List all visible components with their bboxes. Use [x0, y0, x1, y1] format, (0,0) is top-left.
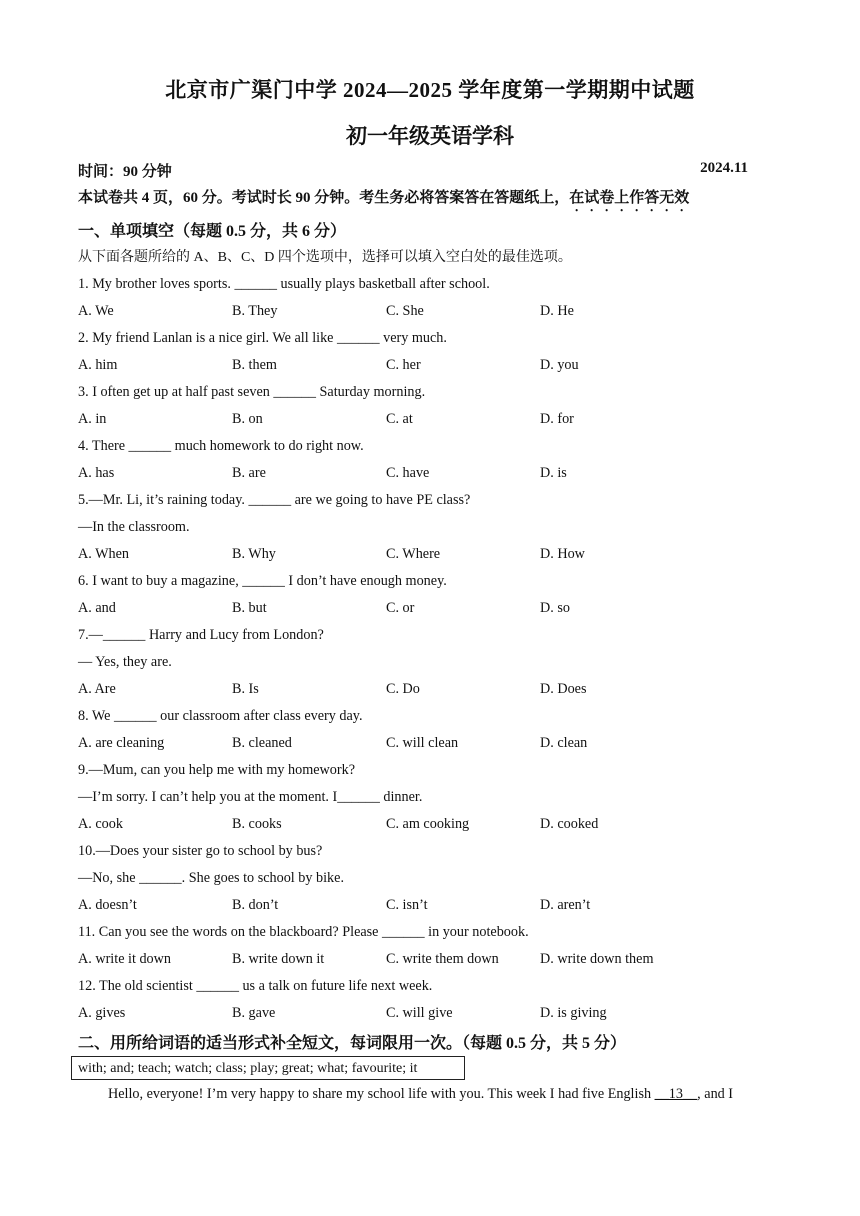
answer-option: A. cook — [78, 816, 123, 832]
question-dialogue-line: —I’m sorry. I can’t help you at the moment. I______ dinner. — [78, 789, 423, 805]
time-row — [78, 160, 748, 181]
question-list — [78, 273, 798, 1029]
question-item — [78, 570, 798, 624]
answer-option: C. will clean — [386, 735, 459, 751]
answer-option: C. or — [386, 600, 415, 616]
answer-option: A. are cleaning — [78, 735, 165, 751]
question-stem: 5.—Mr. Li, it’s raining today. ______ are we going to have PE class? — [78, 492, 471, 508]
question-stem: 3. I often get up at half past seven ______ Saturday morning. — [78, 384, 426, 400]
question-stem: 9.—Mum, can you help me with my homework? — [78, 762, 356, 778]
option-row — [78, 948, 798, 975]
question-stem: 11. Can you see the words on the blackboard? Please ______ in your notebook. — [78, 924, 529, 940]
option-row — [78, 597, 798, 624]
answer-option: D. so — [540, 600, 570, 616]
question-item — [78, 840, 798, 921]
question-item — [78, 273, 798, 327]
section2-heading: 二、用所给词语的适当形式补全短文，每词限用一次。（每题 0.5 分，共 5 分） — [78, 1035, 627, 1052]
answer-option: A. gives — [78, 1005, 126, 1021]
question-stem: 1. My brother loves sports. ______ usually plays basketball after school. — [78, 276, 490, 292]
answer-option: B. They — [232, 303, 278, 319]
question-item — [78, 489, 798, 570]
answer-option: D. How — [540, 546, 585, 562]
answer-option: B. them — [232, 357, 277, 373]
option-row — [78, 894, 798, 921]
question-stem: 2. My friend Lanlan is a nice girl. We all like ______ very much. — [78, 330, 447, 346]
answer-option: D. He — [540, 303, 574, 319]
question-dialogue-line: — Yes, they are. — [78, 654, 172, 670]
answer-option: A. doesn’t — [78, 897, 137, 913]
answer-option: B. don’t — [232, 897, 279, 913]
question-item — [78, 624, 798, 705]
answer-option: D. is — [540, 465, 567, 481]
option-row — [78, 408, 798, 435]
answer-option: C. write them down — [386, 951, 499, 967]
notice-text: 本试卷共 4 页，60 分。考试时长 90 分钟。考生务必将答案答在答题纸上， — [78, 190, 570, 206]
answer-option: D. aren’t — [540, 897, 591, 913]
answer-option: B. Why — [232, 546, 276, 562]
exam-subtitle: 初一年级英语学科 — [346, 124, 514, 148]
answer-option: A. him — [78, 357, 118, 373]
answer-option: D. is giving — [540, 1005, 607, 1021]
option-row — [78, 732, 798, 759]
answer-option: B. write down it — [232, 951, 325, 967]
answer-option: C. Where — [386, 546, 441, 562]
answer-option: D. Does — [540, 681, 587, 697]
answer-option: D. clean — [540, 735, 588, 751]
answer-option: B. on — [232, 411, 263, 427]
word-box: with; and; teach; watch; class; play; great; what; favourite; it — [71, 1056, 465, 1080]
answer-option: C. She — [386, 303, 424, 319]
answer-option: D. write down them — [540, 951, 654, 967]
answer-option: C. have — [386, 465, 430, 481]
answer-option: A. Are — [78, 681, 116, 697]
section1-instruction: 从下面各题所给的 A、B、C、D 四个选项中，选择可以填入空白处的最佳选项。 — [78, 250, 572, 265]
answer-option: A. in — [78, 411, 107, 427]
answer-option: C. isn’t — [386, 897, 428, 913]
question-item — [78, 381, 798, 435]
option-row — [78, 1002, 798, 1029]
exam-title: 北京市广渠门中学 2024—2025 学年度第一学期期中试题 — [165, 78, 695, 102]
option-row — [78, 813, 798, 840]
question-stem: 4. There ______ much homework to do right now. — [78, 438, 364, 454]
option-row — [78, 300, 798, 327]
answer-option: D. you — [540, 357, 579, 373]
question-stem: 7.—______ Harry and Lucy from London? — [78, 627, 324, 643]
answer-option: C. am cooking — [386, 816, 470, 832]
question-item — [78, 759, 798, 840]
question-dialogue-line: —In the classroom. — [78, 519, 190, 535]
answer-option: B. cooks — [232, 816, 282, 832]
question-item — [78, 435, 798, 489]
exam-duration: 时间：90 分钟 — [78, 164, 172, 180]
notice-emphasis: 在试卷上作答无效 — [569, 190, 690, 206]
section1-heading: 一、单项填空（每题 0.5 分，共 6 分） — [78, 223, 347, 240]
question-stem: 8. We ______ our classroom after class every day. — [78, 708, 363, 724]
answer-option: B. cleaned — [232, 735, 292, 751]
answer-option: C. at — [386, 411, 413, 427]
passage-text-start: Hello, everyone! I’m very happy to share my school life with you. This week I had five English — [108, 1086, 655, 1102]
question-item — [78, 705, 798, 759]
passage-first-line — [108, 1086, 733, 1103]
passage-text-end: , and I — [697, 1086, 734, 1102]
question-item — [78, 921, 798, 975]
answer-option: D. for — [540, 411, 574, 427]
answer-option: A. write it down — [78, 951, 171, 967]
exam-notice — [78, 186, 689, 215]
answer-option: C. Do — [386, 681, 420, 697]
option-row — [78, 462, 798, 489]
question-stem: 12. The old scientist ______ us a talk on future life next week. — [78, 978, 433, 994]
question-item — [78, 327, 798, 381]
blank-13: __13__ — [654, 1086, 698, 1102]
option-row — [78, 678, 798, 705]
answer-option: A. and — [78, 600, 116, 616]
answer-option: B. but — [232, 600, 267, 616]
answer-option: B. gave — [232, 1005, 276, 1021]
exam-date: 2024.11 — [700, 160, 748, 176]
answer-option: A. When — [78, 546, 129, 562]
answer-option: C. her — [386, 357, 421, 373]
question-stem: 10.—Does your sister go to school by bus? — [78, 843, 323, 859]
answer-option: C. will give — [386, 1005, 453, 1021]
answer-option: A. We — [78, 303, 114, 319]
option-row — [78, 543, 798, 570]
answer-option: B. Is — [232, 681, 259, 697]
answer-option: D. cooked — [540, 816, 599, 832]
answer-option: A. has — [78, 465, 115, 481]
question-stem: 6. I want to buy a magazine, ______ I don’t have enough money. — [78, 573, 447, 589]
answer-option: B. are — [232, 465, 266, 481]
option-row — [78, 354, 798, 381]
question-item — [78, 975, 798, 1029]
question-dialogue-line: —No, she ______. She goes to school by bike. — [78, 870, 344, 886]
